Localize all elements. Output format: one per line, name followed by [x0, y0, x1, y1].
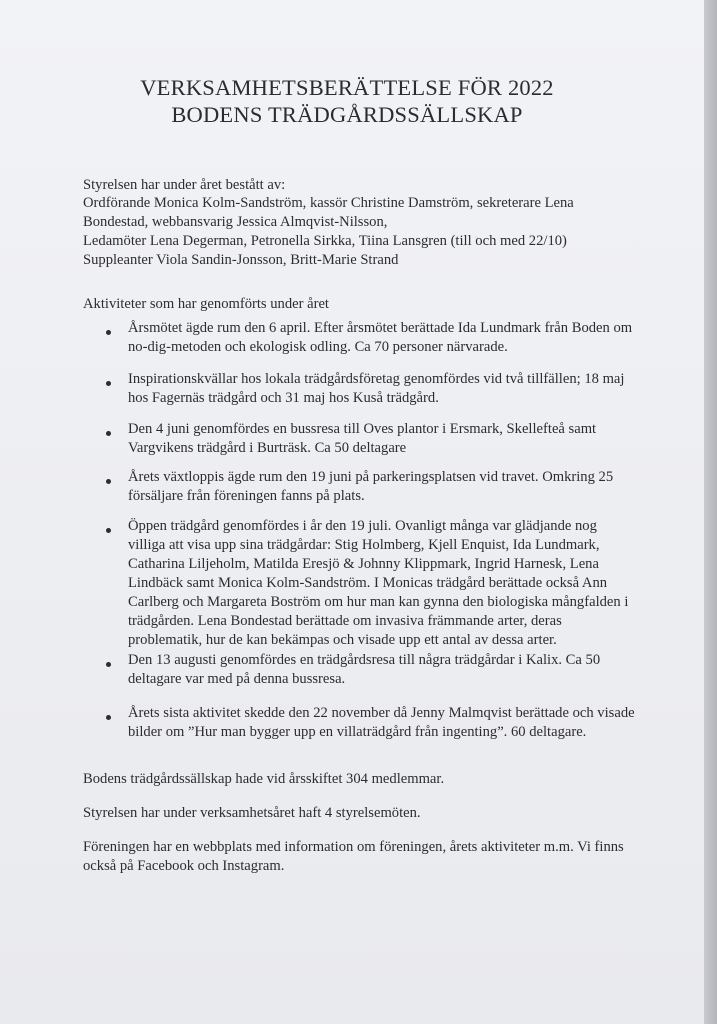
board-heading: Styrelsen har under året bestått av: — [83, 177, 286, 193]
activity-line: villiga att visa upp sina trädgårdar: Stig Holmberg, Kjell Enquist, Ida Lundmark, — [128, 537, 600, 553]
bullet-icon — [106, 381, 111, 386]
activity-line: Carlberg och Margareta Boström om hur man kan gynna den biologiska mångfalden i — [128, 594, 629, 610]
bullet-icon — [106, 662, 111, 667]
activity-line: trädgården. Lena Bondestad berättade om invasiva främmande arter, deras — [128, 613, 562, 629]
members-paragraph: Bodens trädgårdssällskap hade vid årsskiftet 304 medlemmar. — [83, 771, 445, 787]
activity-line: Öppen trädgård genomfördes i år den 19 juli. Ovanligt många var glädjande nog — [128, 518, 597, 534]
activity-line: deltagare var med på denna bussresa. — [128, 671, 346, 687]
bullet-icon — [106, 330, 111, 335]
board-line: Ledamöter Lena Degerman, Petronella Sirkka, Tiina Lansgren (till och med 22/10) — [83, 233, 567, 249]
activity-line: Inspirationskvällar hos lokala trädgårdsföretag genomfördes vid två tillfällen; 18 maj — [128, 371, 625, 387]
activity-line: no-dig-metoden och ekologisk odling. Ca 70 personer närvarade. — [128, 339, 508, 355]
activity-line: Årets sista aktivitet skedde den 22 november då Jenny Malmqvist berättade och visade — [128, 705, 635, 721]
document-subtitle: BODENS TRÄDGÅRDSSÄLLSKAP — [171, 102, 523, 127]
bullet-icon — [106, 715, 111, 720]
website-line: Föreningen har en webbplats med information om föreningen, årets aktiviteter m.m. Vi finns — [83, 839, 624, 855]
board-line: Bondestad, webbansvarig Jessica Almqvist-Nilsson, — [83, 214, 388, 230]
activity-line: bilder om ”Hur man bygger upp en villaträdgård från ingenting”. 60 deltagare. — [128, 724, 587, 740]
activity-line: försäljare från föreningen fanns på plats. — [128, 488, 365, 504]
activities-heading: Aktiviteter som har genomförts under året — [83, 296, 329, 312]
activity-line: hos Fagernäs trädgård och 31 maj hos Kuså trädgård. — [128, 390, 439, 406]
board-line: Ordförande Monica Kolm-Sandström, kassör Christine Damström, sekreterare Lena — [83, 195, 574, 211]
activity-line: Den 4 juni genomfördes en bussresa till Oves plantor i Ersmark, Skellefteå samt — [128, 421, 597, 437]
activity-line: problematik, hur de kan bekämpas och visade upp ett antal av dessa arter. — [128, 632, 557, 648]
page-edge — [704, 0, 717, 1024]
bullet-icon — [106, 528, 111, 533]
activity-line: Lindbäck samt Monica Kolm-Sandström. I Monicas trädgård berättade också Ann — [128, 575, 608, 591]
bullet-icon — [106, 479, 111, 484]
meetings-paragraph: Styrelsen har under verksamhetsåret haft 4 styrelsemöten. — [83, 805, 421, 821]
document-title: VERKSAMHETSBERÄTTELSE FÖR 2022 — [140, 75, 554, 100]
activity-line: Årets växtloppis ägde rum den 19 juni på parkeringsplatsen vid travet. Omkring 25 — [128, 469, 614, 485]
bullet-icon — [106, 431, 111, 436]
board-line: Suppleanter Viola Sandin-Jonsson, Britt-Marie Strand — [83, 252, 399, 268]
activity-line: Catharina Liljeholm, Matilda Eresjö & Johnny Klippmark, Ingrid Harnesk, Lena — [128, 556, 599, 572]
website-line: också på Facebook och Instagram. — [83, 858, 285, 874]
activity-line: Den 13 augusti genomfördes en trädgårdsresa till några trädgårdar i Kalix. Ca 50 — [128, 652, 601, 668]
activity-line: Årsmötet ägde rum den 6 april. Efter årsmötet berättade Ida Lundmark från Boden om — [128, 320, 633, 336]
activity-line: Vargvikens trädgård i Burträsk. Ca 50 deltagare — [128, 440, 407, 456]
